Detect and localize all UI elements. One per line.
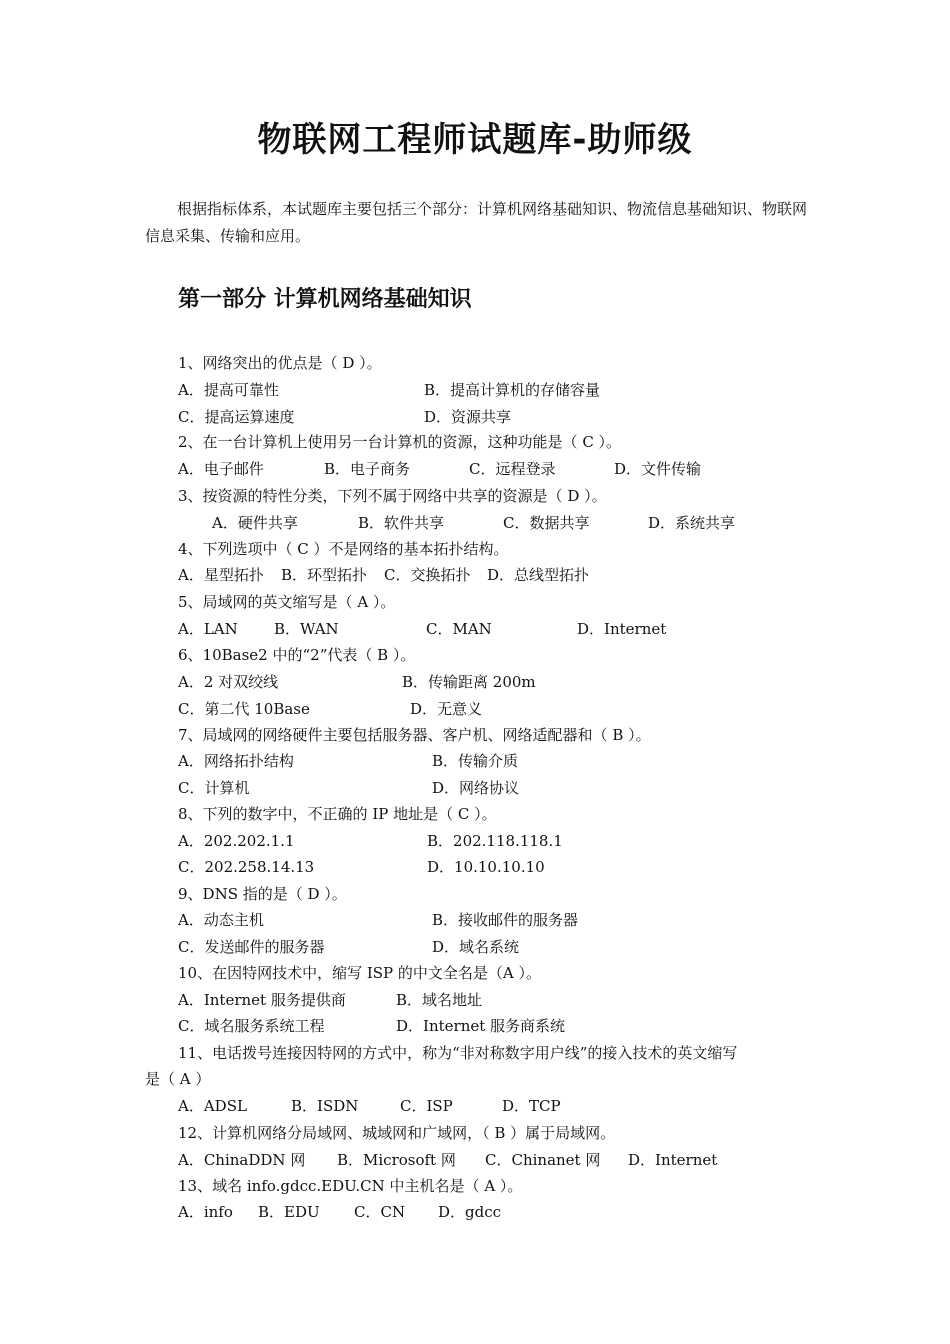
option-a: A．info	[178, 1203, 233, 1221]
option-a: A．ChinaDDN 网	[178, 1151, 306, 1169]
question-4: 4、下列选项中（ C ）不是网络的基本拓扑结构。	[178, 540, 509, 558]
option-b: B．提高计算机的存储容量	[424, 381, 601, 399]
question-11-continuation: 是（ A ）	[145, 1070, 211, 1088]
option-d: D．Internet 服务商系统	[396, 1017, 566, 1035]
question-9: 9、DNS 指的是（ D ）。	[178, 885, 347, 903]
option-d: D．Internet	[577, 620, 667, 638]
option-c: C．ISP	[400, 1097, 453, 1115]
option-b: B．ISDN	[291, 1097, 359, 1115]
option-d: D．系统共享	[648, 514, 736, 532]
option-a: A．LAN	[178, 620, 238, 638]
question-1: 1、网络突出的优点是（ D ）。	[178, 354, 382, 372]
option-d: D．Internet	[628, 1151, 718, 1169]
question-6: 6、10Base2 中的“2”代表（ B ）。	[178, 646, 416, 664]
option-d: D．无意义	[410, 700, 483, 718]
option-c: C．远程登录	[469, 460, 556, 478]
option-b: B．EDU	[258, 1203, 320, 1221]
option-c: C．计算机	[178, 779, 250, 797]
option-d: D．文件传输	[614, 460, 702, 478]
option-b: B．接收邮件的服务器	[432, 911, 579, 929]
option-d: D．10.10.10.10	[427, 858, 545, 876]
option-b: B．软件共享	[358, 514, 445, 532]
option-a: A．硬件共享	[212, 514, 298, 532]
option-a: A．网络拓扑结构	[178, 752, 294, 770]
option-a: A．动态主机	[178, 911, 264, 929]
option-a: A．202.202.1.1	[178, 832, 295, 850]
option-a: A．Internet 服务提供商	[178, 991, 346, 1009]
option-c: C．数据共享	[503, 514, 590, 532]
question-10: 10、在因特网技术中，缩写 ISP 的中文全名是（A ）。	[178, 964, 542, 982]
option-b: B．Microsoft 网	[337, 1151, 456, 1169]
option-c: C．域名服务系统工程	[178, 1017, 325, 1035]
option-c: C．第二代 10Base	[178, 700, 310, 718]
option-d: D．网络协议	[432, 779, 520, 797]
option-a: A．电子邮件	[178, 460, 264, 478]
option-c: C．CN	[354, 1203, 406, 1221]
option-c: C．提高运算速度	[178, 408, 295, 426]
option-c: C．202.258.14.13	[178, 858, 315, 876]
question-11: 11、电话拨号连接因特网的方式中，称为“非对称数字用户线”的接入技术的英文缩写	[178, 1044, 738, 1062]
option-a: A．提高可靠性	[178, 381, 279, 399]
question-3: 3、按资源的特性分类，下列不属于网络中共享的资源是（ D ）。	[178, 487, 607, 505]
document-title: 物联网工程师试题库-助师级	[257, 120, 693, 160]
option-d: D．域名系统	[432, 938, 520, 956]
option-d: D．gdcc	[438, 1203, 502, 1221]
option-b: B．环型拓扑	[281, 566, 368, 584]
option-c: C．发送邮件的服务器	[178, 938, 325, 956]
option-b: B．传输介质	[432, 752, 519, 770]
option-c: C．MAN	[426, 620, 492, 638]
option-a: A．2 对双绞线	[178, 673, 279, 691]
option-c: C．Chinanet 网	[485, 1151, 601, 1169]
question-12: 12、计算机网络分局域网、城域网和广域网，（ B ）属于局域网。	[178, 1124, 616, 1142]
question-7: 7、局域网的网络硬件主要包括服务器、客户机、网络适配器和（ B ）。	[178, 726, 651, 744]
section-title: 第一部分 计算机网络基础知识	[178, 287, 472, 312]
option-a: A．星型拓扑	[178, 566, 264, 584]
option-b: B．202.118.118.1	[427, 832, 563, 850]
option-b: B．电子商务	[324, 460, 411, 478]
question-2: 2、在一台计算机上使用另一台计算机的资源，这种功能是（ C ）。	[178, 433, 622, 451]
question-8: 8、下列的数字中，不正确的 IP 地址是（ C ）。	[178, 805, 497, 823]
option-d: D．TCP	[502, 1097, 561, 1115]
option-a: A．ADSL	[178, 1097, 247, 1115]
intro-paragraph: 根据指标体系，本试题库主要包括三个部分：计算机网络基础知识、物流信息基础知识、物联网信息采集、传输和应用。	[145, 200, 808, 245]
option-c: C．交换拓扑	[384, 566, 471, 584]
option-b: B．WAN	[274, 620, 339, 638]
question-5: 5、局域网的英文缩写是（ A ）。	[178, 593, 396, 611]
question-13: 13、域名 info.gdcc.EDU.CN 中主机名是（ A ）。	[178, 1177, 523, 1195]
option-b: B．域名地址	[396, 991, 483, 1009]
option-d: D．资源共享	[424, 408, 512, 426]
option-d: D．总线型拓扑	[487, 566, 590, 584]
option-b: B．传输距离 200m	[402, 673, 536, 691]
